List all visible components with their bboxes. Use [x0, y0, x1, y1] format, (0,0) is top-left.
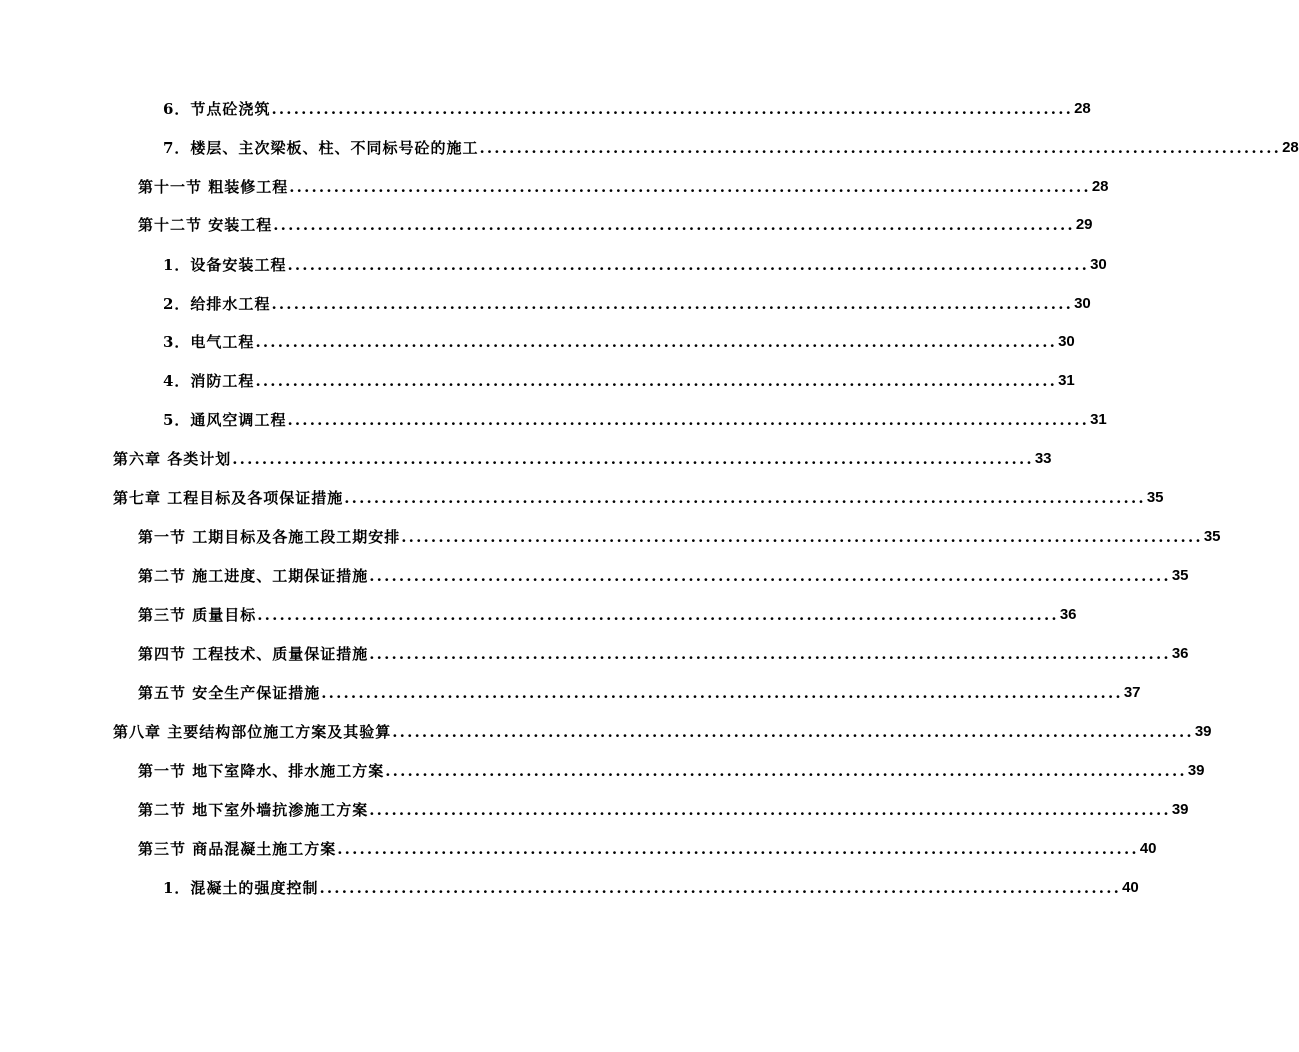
toc-entry-title: 第七章 工程目标及各项保证措施: [113, 489, 344, 507]
toc-entry[interactable]: [163, 409, 1107, 431]
toc-entry-title: 第二节 施工进度、工期保证措施: [138, 567, 369, 585]
toc-dot-leader: ............................................................................................................: [287, 256, 1090, 274]
toc-entry[interactable]: [113, 448, 1052, 470]
toc-entry-title: 1．混凝土的强度控制: [163, 879, 319, 897]
toc-page-number: 35: [1203, 528, 1221, 545]
toc-entry-title: 5．通风空调工程: [163, 411, 287, 429]
toc-dot-leader: ............................................................................................................: [369, 567, 1171, 585]
toc-entry[interactable]: [138, 799, 1189, 821]
toc-dot-leader: ............................................................................................................: [479, 139, 1282, 157]
toc-dot-leader: ............................................................................................................: [321, 684, 1123, 702]
toc-entry-title: 第一节 工期目标及各施工段工期安排: [138, 528, 401, 546]
toc-entry-title: 1．设备安装工程: [163, 256, 287, 274]
toc-page-number: 37: [1123, 684, 1141, 701]
toc-page-number: 35: [1171, 567, 1189, 584]
toc-entry[interactable]: [163, 137, 1299, 159]
toc-entry-title: 4．消防工程: [163, 372, 255, 390]
toc-dot-leader: ............................................................................................................: [369, 645, 1171, 663]
toc-entry-title: 第五节 安全生产保证措施: [138, 684, 321, 702]
toc-page-number: 35: [1146, 489, 1164, 506]
toc-dot-leader: ............................................................................................................: [401, 528, 1203, 546]
toc-page-number: 33: [1034, 450, 1052, 467]
toc-dot-leader: ............................................................................................................: [257, 606, 1059, 624]
toc-entry-title: 第六章 各类计划: [113, 450, 232, 468]
toc-entry-title: 2．给排水工程: [163, 295, 271, 313]
toc-entry-title: 第二节 地下室外墙抗渗施工方案: [138, 801, 369, 819]
toc-dot-leader: ............................................................................................................: [289, 178, 1091, 196]
toc-dot-leader: ............................................................................................................: [287, 411, 1090, 429]
toc-page-number: 29: [1075, 216, 1093, 233]
toc-dot-leader: ............................................................................................................: [337, 840, 1139, 858]
toc-entry[interactable]: [138, 526, 1221, 548]
toc-entry-title: 第四节 工程技术、质量保证措施: [138, 645, 369, 663]
toc-entry-title: 第三节 质量目标: [138, 606, 257, 624]
toc-dot-leader: ............................................................................................................: [319, 879, 1122, 897]
toc-entry[interactable]: [138, 565, 1189, 587]
toc-page-number: 39: [1171, 801, 1189, 818]
toc-page-number: 30: [1074, 295, 1091, 312]
toc-page-number: 36: [1171, 645, 1189, 662]
toc-entry[interactable]: [138, 643, 1189, 665]
toc-dot-leader: ............................................................................................................: [271, 295, 1074, 313]
toc-entry[interactable]: [138, 760, 1205, 782]
toc-page-number: 28: [1282, 139, 1299, 156]
toc-page-number: 36: [1059, 606, 1077, 623]
toc-entry-title: 6．节点砼浇筑: [163, 100, 271, 118]
toc-page-number: 30: [1090, 256, 1107, 273]
toc-entry-title: 第八章 主要结构部位施工方案及其验算: [113, 723, 392, 741]
toc-page-number: 31: [1090, 411, 1107, 428]
toc-entry-title: 7．楼层、主次梁板、柱、不同标号砼的施工: [163, 139, 479, 157]
toc-entry[interactable]: [163, 254, 1107, 276]
toc-entry[interactable]: [163, 293, 1091, 315]
toc-dot-leader: ............................................................................................................: [255, 372, 1058, 390]
toc-dot-leader: ............................................................................................................: [255, 333, 1058, 351]
toc-dot-leader: ............................................................................................................: [271, 100, 1074, 118]
toc-page-number: 28: [1074, 100, 1091, 117]
toc-dot-leader: ............................................................................................................: [385, 762, 1187, 780]
toc-entry[interactable]: [113, 721, 1212, 743]
toc-entry[interactable]: [138, 682, 1141, 704]
toc-page-number: 31: [1058, 372, 1075, 389]
toc-page-number: 39: [1187, 762, 1205, 779]
toc-page-number: 39: [1194, 723, 1212, 740]
toc-page-number: 30: [1058, 333, 1075, 350]
toc-entry-title: 第三节 商品混凝土施工方案: [138, 840, 337, 858]
toc-dot-leader: ............................................................................................................: [232, 450, 1034, 468]
toc-page-number: 28: [1091, 178, 1109, 195]
toc-dot-leader: ............................................................................................................: [369, 801, 1171, 819]
toc-page-number: 40: [1122, 879, 1139, 896]
toc-entry-title: 3．电气工程: [163, 333, 255, 351]
toc-entry[interactable]: [138, 176, 1109, 198]
toc-dot-leader: ............................................................................................................: [344, 489, 1146, 507]
toc-entry-title: 第一节 地下室降水、排水施工方案: [138, 762, 385, 780]
toc-entry[interactable]: [138, 604, 1077, 626]
toc-entry[interactable]: [163, 877, 1139, 899]
toc-entry[interactable]: [163, 370, 1075, 392]
toc-dot-leader: ............................................................................................................: [392, 723, 1194, 741]
toc-dot-leader: ............................................................................................................: [273, 216, 1075, 234]
toc-page-number: 40: [1139, 840, 1157, 857]
toc-entry[interactable]: [163, 331, 1075, 353]
toc-entry[interactable]: [163, 98, 1091, 120]
toc-entry[interactable]: [138, 214, 1093, 236]
toc-entry[interactable]: [138, 838, 1157, 860]
toc-entry-title: 第十一节 粗装修工程: [138, 178, 289, 196]
toc-entry[interactable]: [113, 487, 1164, 509]
toc-entry-title: 第十二节 安装工程: [138, 216, 273, 234]
